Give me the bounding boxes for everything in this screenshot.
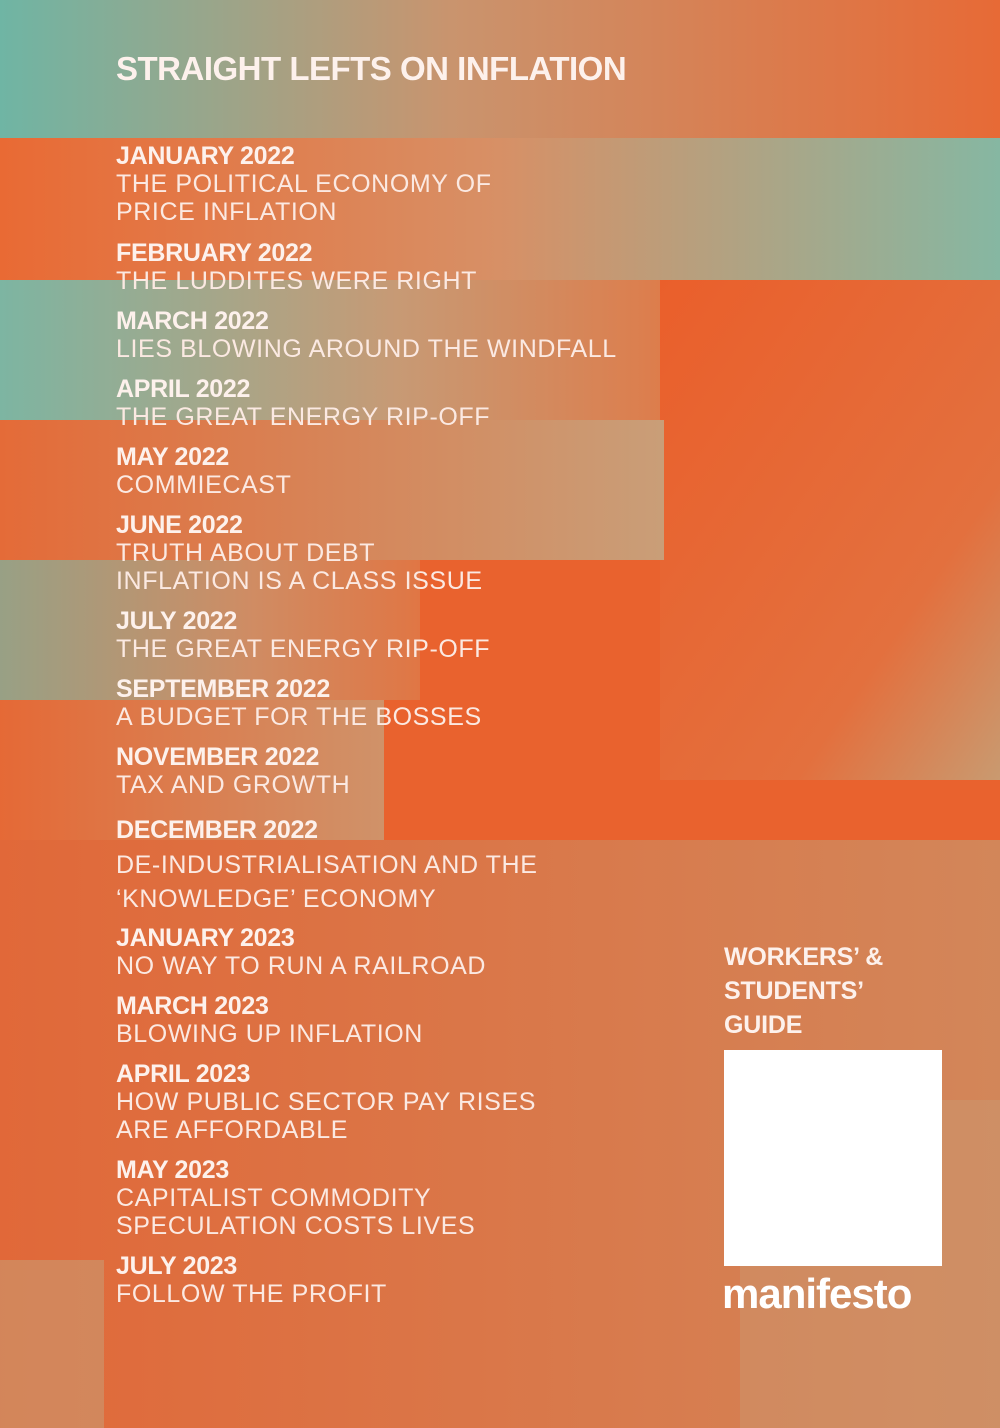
entry-topic: HOW PUBLIC SECTOR PAY RISES bbox=[116, 1088, 536, 1116]
entry-date: JANUARY 2022 bbox=[116, 142, 295, 170]
entry-topic: COMMIECAST bbox=[116, 471, 292, 499]
list-item bbox=[116, 924, 676, 980]
entry-date: FEBRUARY 2022 bbox=[116, 239, 313, 267]
guide-label-line: GUIDE bbox=[724, 1011, 803, 1039]
entry-topic: A BUDGET FOR THE BOSSES bbox=[116, 703, 482, 731]
entry-date: MARCH 2023 bbox=[116, 992, 269, 1020]
list-item bbox=[116, 607, 676, 663]
entry-topic: NO WAY TO RUN A RAILROAD bbox=[116, 952, 487, 980]
entry-topic: LIES BLOWING AROUND THE WINDFALL bbox=[116, 335, 617, 363]
entry-topic: FOLLOW THE PROFIT bbox=[116, 1280, 387, 1308]
entry-topic: THE GREAT ENERGY RIP-OFF bbox=[116, 635, 491, 663]
list-item bbox=[116, 443, 676, 499]
entry-date: JULY 2022 bbox=[116, 607, 238, 635]
list-item bbox=[116, 675, 676, 731]
list-item bbox=[116, 307, 676, 363]
list-item bbox=[116, 743, 676, 799]
list-item bbox=[116, 375, 676, 431]
entry-date: MARCH 2022 bbox=[116, 307, 269, 335]
entry-topic: THE LUDDITES WERE RIGHT bbox=[116, 267, 478, 295]
entry-topic: ARE AFFORDABLE bbox=[116, 1116, 349, 1144]
list-item bbox=[116, 142, 676, 226]
list-item bbox=[116, 816, 676, 916]
white-box bbox=[724, 1050, 942, 1266]
list-item bbox=[116, 992, 676, 1048]
entry-date: MAY 2022 bbox=[116, 443, 229, 471]
entry-topic: SPECULATION COSTS LIVES bbox=[116, 1212, 476, 1240]
entry-date: JUNE 2022 bbox=[116, 511, 243, 539]
page-title: STRAIGHT LEFTS ON INFLATION bbox=[116, 50, 627, 87]
entry-topic: CAPITALIST COMMODITY bbox=[116, 1184, 432, 1212]
entry-topic: INFLATION IS A CLASS ISSUE bbox=[116, 567, 483, 595]
list-item bbox=[116, 511, 676, 595]
guide-label-line: WORKERS’ & bbox=[724, 943, 884, 971]
entry-topic: THE GREAT ENERGY RIP-OFF bbox=[116, 403, 491, 431]
entry-topic: DE-INDUSTRIALISATION AND THE bbox=[116, 851, 538, 879]
entry-topic: TRUTH ABOUT DEBT bbox=[116, 539, 376, 567]
list-item bbox=[116, 1156, 676, 1240]
entry-topic: THE POLITICAL ECONOMY OF bbox=[116, 170, 492, 198]
entry-date: MAY 2023 bbox=[116, 1156, 229, 1184]
guide-label bbox=[724, 940, 964, 1042]
entry-date: APRIL 2022 bbox=[116, 375, 251, 403]
entry-topic: ‘KNOWLEDGE’ ECONOMY bbox=[116, 885, 437, 913]
entry-date: NOVEMBER 2022 bbox=[116, 743, 320, 771]
list-item bbox=[116, 1060, 676, 1144]
entry-topic: PRICE INFLATION bbox=[116, 198, 338, 226]
entry-topic: BLOWING UP INFLATION bbox=[116, 1020, 423, 1048]
manifesto-logo: manifesto bbox=[722, 1270, 912, 1317]
entry-date: JANUARY 2023 bbox=[116, 924, 295, 952]
list-item bbox=[116, 239, 676, 295]
entry-date: DECEMBER 2022 bbox=[116, 816, 318, 844]
entry-date: JULY 2023 bbox=[116, 1252, 238, 1280]
entry-date: SEPTEMBER 2022 bbox=[116, 675, 330, 703]
list-item bbox=[116, 1252, 676, 1308]
entry-topic: TAX AND GROWTH bbox=[116, 771, 351, 799]
guide-label-line: STUDENTS’ bbox=[724, 977, 864, 1005]
entry-date: APRIL 2023 bbox=[116, 1060, 251, 1088]
